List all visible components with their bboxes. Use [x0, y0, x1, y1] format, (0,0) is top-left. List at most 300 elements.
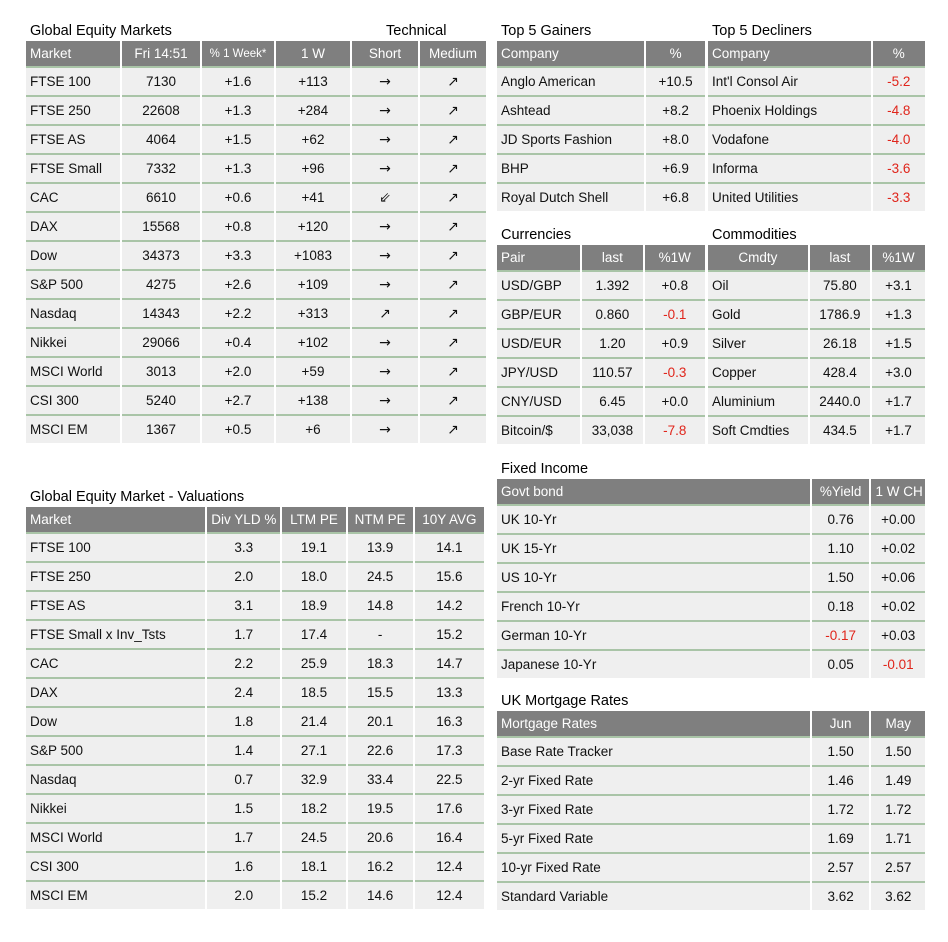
last-value: 434.5 — [810, 417, 870, 444]
last-value: 0.860 — [582, 301, 642, 330]
ten-year-avg-value: 15.2 — [415, 621, 484, 650]
may-rate: 1.71 — [871, 825, 925, 854]
ltm-pe-value: 18.0 — [282, 563, 345, 592]
mortgage-type: 2-yr Fixed Rate — [497, 767, 810, 796]
ntm-pe-value: 33.4 — [348, 766, 413, 795]
div-yield-value: 2.2 — [207, 650, 280, 679]
short-trend-icon: → — [352, 213, 418, 242]
table-row — [497, 738, 925, 767]
table-row — [26, 766, 484, 795]
bond-name: UK 15-Yr — [497, 535, 810, 564]
market-name: FTSE Small x Inv_Tsts — [26, 621, 205, 650]
currency-pair: CNY/USD — [497, 388, 580, 417]
table-row — [497, 767, 925, 796]
table-row — [708, 301, 925, 330]
pct-value: +8.0 — [646, 126, 705, 155]
table-row — [708, 330, 925, 359]
col-header-may: May — [871, 711, 925, 738]
table-row — [497, 506, 925, 535]
table-row — [26, 387, 486, 416]
ntm-pe-value: 13.9 — [348, 534, 413, 563]
table-row — [497, 184, 705, 211]
table-row — [26, 534, 484, 563]
market-name: FTSE 250 — [26, 97, 120, 126]
one-week-change: +1083 — [276, 242, 350, 271]
medium-trend-icon: ↗ — [420, 416, 486, 443]
col-header-div-yld: Div YLD % — [207, 507, 280, 534]
pct-value: -3.6 — [873, 155, 925, 184]
one-week-change: +138 — [276, 387, 350, 416]
table-row — [708, 184, 925, 211]
table-row — [26, 68, 486, 97]
table-row — [26, 824, 484, 853]
mortgage-title: UK Mortgage Rates — [501, 693, 629, 709]
pct-week-value: +0.8 — [202, 213, 274, 242]
medium-trend-icon: ↗ — [420, 126, 486, 155]
pct-1w-value: -7.8 — [645, 417, 705, 444]
pct-1w-value: +0.0 — [645, 388, 705, 417]
table-row — [26, 358, 486, 387]
col-header-company: Company — [708, 41, 871, 68]
ltm-pe-value: 32.9 — [282, 766, 345, 795]
table-row — [26, 679, 484, 708]
ten-year-avg-value: 14.1 — [415, 534, 484, 563]
div-yield-value: 1.4 — [207, 737, 280, 766]
price-value: 14343 — [122, 300, 200, 329]
last-value: 33,038 — [582, 417, 642, 444]
col-header-pair: Pair — [497, 245, 580, 272]
market-name: DAX — [26, 679, 205, 708]
pct-week-value: +1.3 — [202, 97, 274, 126]
market-name: Nikkei — [26, 795, 205, 824]
mortgage-type: Standard Variable — [497, 883, 810, 910]
table-row — [26, 97, 486, 126]
company-name: JD Sports Fashion — [497, 126, 644, 155]
ltm-pe-value: 24.5 — [282, 824, 345, 853]
table-row — [26, 416, 486, 443]
price-value: 4064 — [122, 126, 200, 155]
table-row — [26, 621, 484, 650]
bond-name: US 10-Yr — [497, 564, 810, 593]
company-name: BHP — [497, 155, 644, 184]
table-row — [497, 622, 925, 651]
may-rate: 3.62 — [871, 883, 925, 910]
table-row — [26, 242, 486, 271]
jun-rate: 1.69 — [812, 825, 870, 854]
col-header-price: Fri 14:51 — [122, 41, 200, 68]
table-row — [497, 535, 925, 564]
table-row — [26, 563, 484, 592]
currencies-title: Currencies — [501, 227, 572, 243]
div-yield-value: 3.1 — [207, 592, 280, 621]
price-value: 15568 — [122, 213, 200, 242]
last-value: 6.45 — [582, 388, 642, 417]
market-name: Dow — [26, 242, 120, 271]
table-row — [26, 708, 484, 737]
market-name: CSI 300 — [26, 853, 205, 882]
pct-week-value: +1.6 — [202, 68, 274, 97]
table-row — [708, 155, 925, 184]
pct-value: +10.5 — [646, 68, 705, 97]
ten-year-avg-value: 16.4 — [415, 824, 484, 853]
medium-trend-icon: ↗ — [420, 213, 486, 242]
table-row — [26, 737, 484, 766]
ntm-pe-value: 14.8 — [348, 592, 413, 621]
market-name: DAX — [26, 213, 120, 242]
ten-year-avg-value: 14.2 — [415, 592, 484, 621]
table-row — [26, 592, 484, 621]
short-trend-icon: → — [352, 97, 418, 126]
one-week-change: +109 — [276, 271, 350, 300]
commodity-name: Gold — [708, 301, 808, 330]
last-value: 428.4 — [810, 359, 870, 388]
ltm-pe-value: 27.1 — [282, 737, 345, 766]
table-row — [497, 854, 925, 883]
ltm-pe-value: 18.5 — [282, 679, 345, 708]
col-header-medium: Medium — [420, 41, 486, 68]
pct-week-value: +2.6 — [202, 271, 274, 300]
yield-value: -0.17 — [812, 622, 870, 651]
market-name: FTSE 100 — [26, 534, 205, 563]
table-row — [26, 213, 486, 242]
commodities-table — [706, 245, 927, 444]
valuations-table — [24, 507, 486, 909]
col-header-mortgage-rates: Mortgage Rates — [497, 711, 810, 738]
pct-week-value: +1.5 — [202, 126, 274, 155]
one-week-change: +59 — [276, 358, 350, 387]
ntm-pe-value: 14.6 — [348, 882, 413, 909]
jun-rate: 2.57 — [812, 854, 870, 883]
div-yield-value: 0.7 — [207, 766, 280, 795]
currency-pair: Bitcoin/$ — [497, 417, 580, 444]
currencies-table — [495, 245, 707, 444]
commodity-name: Soft Cmdties — [708, 417, 808, 444]
medium-trend-icon: ↗ — [420, 68, 486, 97]
one-week-change: +313 — [276, 300, 350, 329]
pct-week-value: +1.3 — [202, 155, 274, 184]
technical-title: Technical — [386, 23, 447, 39]
one-week-change: +113 — [276, 68, 350, 97]
pct-value: -4.0 — [873, 126, 925, 155]
commodity-name: Copper — [708, 359, 808, 388]
col-header-market: Market — [26, 41, 120, 68]
col-header-pct: % — [873, 41, 925, 68]
short-trend-icon: → — [352, 416, 418, 443]
mortgage-type: 5-yr Fixed Rate — [497, 825, 810, 854]
may-rate: 1.72 — [871, 796, 925, 825]
col-header-10y-avg: 10Y AVG — [415, 507, 484, 534]
one-week-change: -0.01 — [871, 651, 925, 678]
one-week-change: +102 — [276, 329, 350, 358]
ten-year-avg-value: 15.6 — [415, 563, 484, 592]
pct-value: +8.2 — [646, 97, 705, 126]
table-row — [26, 795, 484, 824]
may-rate: 2.57 — [871, 854, 925, 883]
table-row — [497, 330, 705, 359]
pct-value: -5.2 — [873, 68, 925, 97]
table-row — [26, 329, 486, 358]
medium-trend-icon: ↗ — [420, 271, 486, 300]
col-header-1w-ch: 1 W CH — [871, 479, 925, 506]
div-yield-value: 2.4 — [207, 679, 280, 708]
currency-pair: USD/GBP — [497, 272, 580, 301]
ntm-pe-value: 18.3 — [348, 650, 413, 679]
market-name: CSI 300 — [26, 387, 120, 416]
market-name: MSCI EM — [26, 882, 205, 909]
table-row — [26, 271, 486, 300]
price-value: 7332 — [122, 155, 200, 184]
medium-trend-icon: ↗ — [420, 300, 486, 329]
col-header-short: Short — [352, 41, 418, 68]
mortgage-type: 10-yr Fixed Rate — [497, 854, 810, 883]
pct-week-value: +3.3 — [202, 242, 274, 271]
currency-pair: GBP/EUR — [497, 301, 580, 330]
ten-year-avg-value: 16.3 — [415, 708, 484, 737]
pct-1w-value: +0.8 — [645, 272, 705, 301]
div-yield-value: 2.0 — [207, 563, 280, 592]
currency-pair: USD/EUR — [497, 330, 580, 359]
last-value: 1.392 — [582, 272, 642, 301]
medium-trend-icon: ↗ — [420, 387, 486, 416]
col-header-pct-week: % 1 Week* — [202, 41, 274, 68]
pct-value: -3.3 — [873, 184, 925, 211]
medium-trend-icon: ↗ — [420, 155, 486, 184]
last-value: 2440.0 — [810, 388, 870, 417]
ltm-pe-value: 18.1 — [282, 853, 345, 882]
market-name: FTSE AS — [26, 592, 205, 621]
commodities-title: Commodities — [712, 227, 797, 243]
short-trend-icon: ⇙ — [352, 184, 418, 213]
medium-trend-icon: ↗ — [420, 358, 486, 387]
short-trend-icon: ↗ — [352, 300, 418, 329]
last-value: 110.57 — [582, 359, 642, 388]
company-name: Anglo American — [497, 68, 644, 97]
ntm-pe-value: 22.6 — [348, 737, 413, 766]
table-row — [497, 359, 705, 388]
col-header-market: Market — [26, 507, 205, 534]
fixed-income-title: Fixed Income — [501, 461, 589, 477]
one-week-change: +6 — [276, 416, 350, 443]
jun-rate: 3.62 — [812, 883, 870, 910]
price-value: 3013 — [122, 358, 200, 387]
equity-markets-table — [24, 41, 488, 443]
gainers-table — [495, 41, 707, 211]
table-row — [708, 272, 925, 301]
market-name: FTSE Small — [26, 155, 120, 184]
pct-week-value: +0.6 — [202, 184, 274, 213]
ten-year-avg-value: 17.6 — [415, 795, 484, 824]
table-row — [26, 184, 486, 213]
short-trend-icon: → — [352, 155, 418, 184]
pct-week-value: +2.7 — [202, 387, 274, 416]
company-name: United Utilities — [708, 184, 871, 211]
table-row — [497, 651, 925, 678]
pct-week-value: +0.4 — [202, 329, 274, 358]
ltm-pe-value: 18.2 — [282, 795, 345, 824]
pct-1w-value: +1.7 — [872, 417, 925, 444]
market-name: Nasdaq — [26, 766, 205, 795]
pct-value: -4.8 — [873, 97, 925, 126]
ten-year-avg-value: 12.4 — [415, 882, 484, 909]
table-row — [26, 126, 486, 155]
mortgage-type: Base Rate Tracker — [497, 738, 810, 767]
market-name: CAC — [26, 184, 120, 213]
last-value: 1786.9 — [810, 301, 870, 330]
mortgage-table — [495, 711, 927, 910]
market-name: FTSE 250 — [26, 563, 205, 592]
table-row — [708, 68, 925, 97]
table-row — [26, 650, 484, 679]
pct-1w-value: +3.0 — [872, 359, 925, 388]
one-week-change: +120 — [276, 213, 350, 242]
ten-year-avg-value: 17.3 — [415, 737, 484, 766]
market-name: MSCI World — [26, 824, 205, 853]
short-trend-icon: → — [352, 68, 418, 97]
col-header-yield: %Yield — [812, 479, 870, 506]
pct-1w-value: +1.3 — [872, 301, 925, 330]
market-name: MSCI World — [26, 358, 120, 387]
ltm-pe-value: 19.1 — [282, 534, 345, 563]
valuations-title: Global Equity Market - Valuations — [30, 489, 245, 505]
price-value: 34373 — [122, 242, 200, 271]
short-trend-icon: → — [352, 358, 418, 387]
market-name: S&P 500 — [26, 737, 205, 766]
table-row — [497, 796, 925, 825]
yield-value: 1.50 — [812, 564, 870, 593]
commodity-name: Silver — [708, 330, 808, 359]
short-trend-icon: → — [352, 387, 418, 416]
decliners-table — [706, 41, 927, 211]
pct-1w-value: +1.7 — [872, 388, 925, 417]
short-trend-icon: → — [352, 126, 418, 155]
currency-pair: JPY/USD — [497, 359, 580, 388]
col-header-1w: 1 W — [276, 41, 350, 68]
div-yield-value: 1.8 — [207, 708, 280, 737]
one-week-change: +0.06 — [871, 564, 925, 593]
div-yield-value: 1.7 — [207, 621, 280, 650]
jun-rate: 1.72 — [812, 796, 870, 825]
pct-1w-value: -0.1 — [645, 301, 705, 330]
one-week-change: +96 — [276, 155, 350, 184]
table-row — [708, 359, 925, 388]
yield-value: 0.05 — [812, 651, 870, 678]
ntm-pe-value: 24.5 — [348, 563, 413, 592]
pct-week-value: +2.2 — [202, 300, 274, 329]
table-row — [708, 388, 925, 417]
table-row — [497, 883, 925, 910]
bond-name: German 10-Yr — [497, 622, 810, 651]
market-name: Dow — [26, 708, 205, 737]
ntm-pe-value: 15.5 — [348, 679, 413, 708]
short-trend-icon: → — [352, 242, 418, 271]
last-value: 1.20 — [582, 330, 642, 359]
ten-year-avg-value: 12.4 — [415, 853, 484, 882]
pct-value: +6.9 — [646, 155, 705, 184]
table-row — [497, 301, 705, 330]
table-row — [26, 853, 484, 882]
col-header-company: Company — [497, 41, 644, 68]
fixed-income-table — [495, 479, 927, 678]
col-header-pct-1w: %1W — [872, 245, 925, 272]
table-row — [708, 126, 925, 155]
ltm-pe-value: 18.9 — [282, 592, 345, 621]
one-week-change: +41 — [276, 184, 350, 213]
table-row — [26, 882, 484, 909]
ten-year-avg-value: 14.7 — [415, 650, 484, 679]
decliners-title: Top 5 Decliners — [712, 23, 812, 39]
one-week-change: +0.02 — [871, 535, 925, 564]
ten-year-avg-value: 22.5 — [415, 766, 484, 795]
market-name: S&P 500 — [26, 271, 120, 300]
last-value: 26.18 — [810, 330, 870, 359]
company-name: Royal Dutch Shell — [497, 184, 644, 211]
price-value: 4275 — [122, 271, 200, 300]
may-rate: 1.50 — [871, 738, 925, 767]
gainers-title: Top 5 Gainers — [501, 23, 592, 39]
ltm-pe-value: 15.2 — [282, 882, 345, 909]
table-row — [497, 564, 925, 593]
ntm-pe-value: 19.5 — [348, 795, 413, 824]
yield-value: 1.10 — [812, 535, 870, 564]
pct-week-value: +0.5 — [202, 416, 274, 443]
col-header-last: last — [810, 245, 870, 272]
table-row — [497, 155, 705, 184]
table-row — [497, 417, 705, 444]
yield-value: 0.76 — [812, 506, 870, 535]
jun-rate: 1.50 — [812, 738, 870, 767]
div-yield-value: 3.3 — [207, 534, 280, 563]
pct-1w-value: +0.9 — [645, 330, 705, 359]
jun-rate: 1.46 — [812, 767, 870, 796]
table-row — [497, 272, 705, 301]
pct-1w-value: +3.1 — [872, 272, 925, 301]
commodity-name: Aluminium — [708, 388, 808, 417]
table-row — [708, 417, 925, 444]
ltm-pe-value: 17.4 — [282, 621, 345, 650]
div-yield-value: 1.6 — [207, 853, 280, 882]
medium-trend-icon: ↗ — [420, 97, 486, 126]
price-value: 29066 — [122, 329, 200, 358]
col-header-ntm-pe: NTM PE — [348, 507, 413, 534]
short-trend-icon: → — [352, 329, 418, 358]
market-name: Nasdaq — [26, 300, 120, 329]
medium-trend-icon: ↗ — [420, 184, 486, 213]
market-name: Nikkei — [26, 329, 120, 358]
table-row — [26, 300, 486, 329]
table-row — [26, 155, 486, 184]
yield-value: 0.18 — [812, 593, 870, 622]
mortgage-type: 3-yr Fixed Rate — [497, 796, 810, 825]
last-value: 75.80 — [810, 272, 870, 301]
price-value: 1367 — [122, 416, 200, 443]
bond-name: UK 10-Yr — [497, 506, 810, 535]
short-trend-icon: → — [352, 271, 418, 300]
table-row — [497, 126, 705, 155]
one-week-change: +62 — [276, 126, 350, 155]
col-header-cmdty: Cmdty — [708, 245, 808, 272]
col-header-jun: Jun — [812, 711, 870, 738]
commodity-name: Oil — [708, 272, 808, 301]
col-header-govt-bond: Govt bond — [497, 479, 810, 506]
pct-value: +6.8 — [646, 184, 705, 211]
table-row — [708, 97, 925, 126]
ntm-pe-value: 16.2 — [348, 853, 413, 882]
div-yield-value: 1.5 — [207, 795, 280, 824]
bond-name: French 10-Yr — [497, 593, 810, 622]
div-yield-value: 2.0 — [207, 882, 280, 909]
market-name: CAC — [26, 650, 205, 679]
price-value: 6610 — [122, 184, 200, 213]
